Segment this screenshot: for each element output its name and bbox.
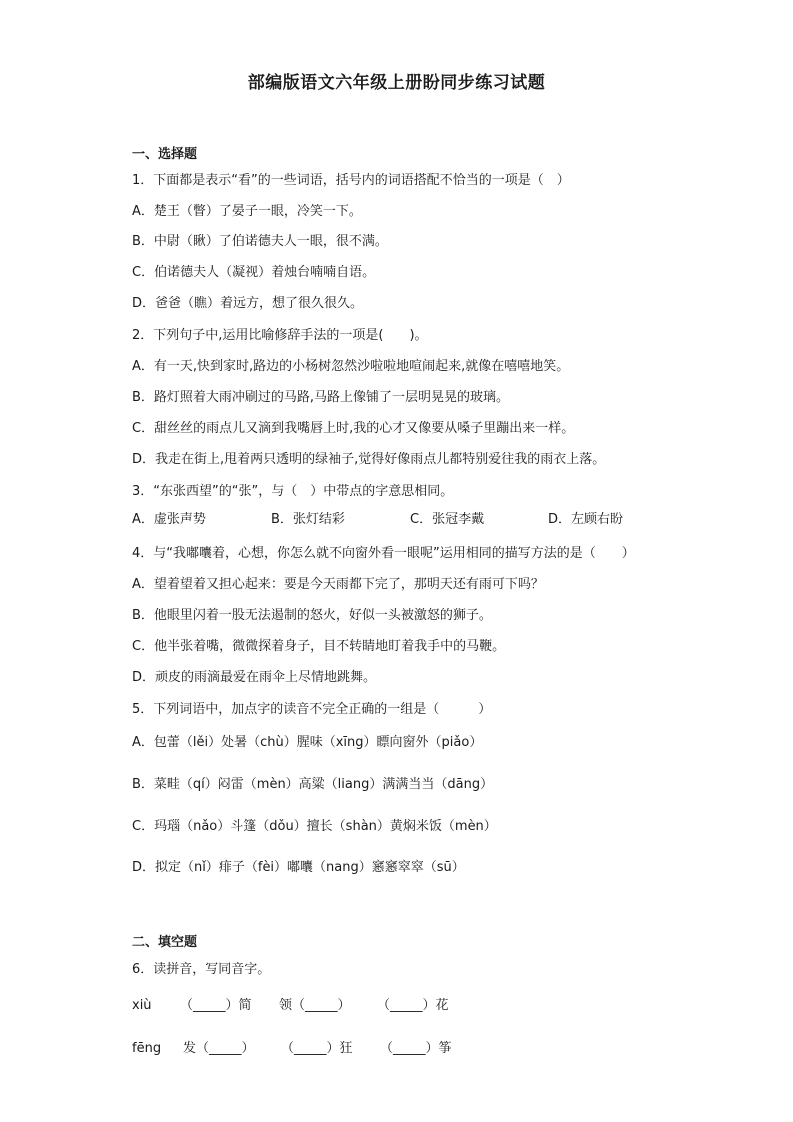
question-1-option-a: A．楚王（瞥）了晏子一眼，冷笑一下。 bbox=[132, 204, 362, 219]
question-5-option-b: B．菜畦（qí）闷雷（mèn）高粱（liang）满满当当（dāng） bbox=[132, 777, 494, 792]
question-4-stem: 4．与“我嘟囔着，心想，你怎么就不向窗外看一眼呢”运用相同的描写方法的是（ ） bbox=[132, 546, 635, 561]
question-6-stem: 6．读拼音，写同音字。 bbox=[132, 962, 271, 977]
question-2-option-b: B．路灯照着大雨冲刷过的马路,马路上像铺了一层明晃晃的玻璃。 bbox=[132, 390, 510, 405]
question-6-blank[interactable]: （_____）筝 bbox=[380, 1041, 452, 1056]
section-heading-choice: 一、选择题 bbox=[132, 147, 198, 162]
page-title: 部编版语文六年级上册盼同步练习试题 bbox=[247, 73, 546, 93]
question-6-blank[interactable]: （_____）花 bbox=[377, 998, 449, 1013]
question-2-option-c: C．甜丝丝的雨点儿又滴到我嘴唇上时,我的心才又像要从嗓子里蹦出来一样。 bbox=[132, 421, 575, 436]
question-1-stem: 1．下面都是表示“看”的一些词语，括号内的词语搭配不恰当的一项是（ ） bbox=[132, 173, 570, 188]
question-1-option-d: D．爸爸（瞧）着远方，想了很久很久。 bbox=[132, 296, 364, 311]
question-1-option-c: C．伯诺德夫人（凝视）着烛台喃喃自语。 bbox=[132, 265, 376, 280]
question-6-pinyin-xiu: xiù bbox=[132, 998, 152, 1013]
question-2-option-a: A．有一天,快到家时,路边的小杨树忽然沙啦啦地喧闹起来,就像在嘻嘻地笑。 bbox=[132, 359, 570, 374]
question-6-blank[interactable]: （_____）简 bbox=[180, 998, 252, 1013]
question-6-pinyin-feng: fēng bbox=[132, 1041, 162, 1056]
question-5-option-d: D．拟定（nǐ）痱子（fèi）嘟囔（nang）窸窸窣窣（sū） bbox=[132, 860, 465, 875]
question-4-option-b: B．他眼里闪着一股无法遏制的怒火，好似一头被激怒的狮子。 bbox=[132, 608, 492, 623]
question-6-blank[interactable]: （_____）狂 bbox=[281, 1041, 353, 1056]
question-4-option-c: C．他半张着嘴，微微探着身子，目不转睛地盯着我手中的马鞭。 bbox=[132, 639, 506, 654]
question-3-option-d: D．左顾右盼 bbox=[548, 512, 624, 527]
question-5-stem: 5．下列词语中，加点字的读音不完全正确的一组是（ ） bbox=[132, 702, 492, 717]
question-2-option-d: D．我走在街上,甩着两只透明的绿袖子,觉得好像雨点儿都特别爱往我的雨衣上落。 bbox=[132, 452, 606, 467]
question-4-option-a: A．望着望着又担心起来：要是今天雨都下完了，那明天还有雨可下吗？ bbox=[132, 577, 544, 592]
question-3-option-a: A．虚张声势 bbox=[132, 512, 206, 527]
question-2-stem: 2．下列句子中,运用比喻修辞手法的一项是( )。 bbox=[132, 328, 428, 343]
question-4-option-d: D．顽皮的雨滴最爱在雨伞上尽情地跳舞。 bbox=[132, 670, 377, 685]
question-3-option-b: B．张灯结彩 bbox=[271, 512, 345, 527]
question-6-blank[interactable]: 发（_____） bbox=[183, 1041, 255, 1056]
question-6-blank[interactable]: 领（_____） bbox=[279, 998, 351, 1013]
question-5-option-a: A．包蕾（lěi）处暑（chù）腥味（xīng）瞟向窗外（piǎo） bbox=[132, 735, 483, 750]
question-3-option-c: C．张冠李戴 bbox=[410, 512, 485, 527]
question-5-option-c: C．玛瑙（nǎo）斗篷（dǒu）擅长（shàn）黄焖米饭（mèn） bbox=[132, 819, 497, 834]
question-3-stem: 3．“东张西望”的“张”，与（ ）中带点的字意思相同。 bbox=[132, 484, 454, 499]
section-heading-fill: 二、填空题 bbox=[132, 935, 198, 950]
question-1-option-b: B．中尉（瞅）了伯诺德夫人一眼，很不满。 bbox=[132, 234, 388, 249]
